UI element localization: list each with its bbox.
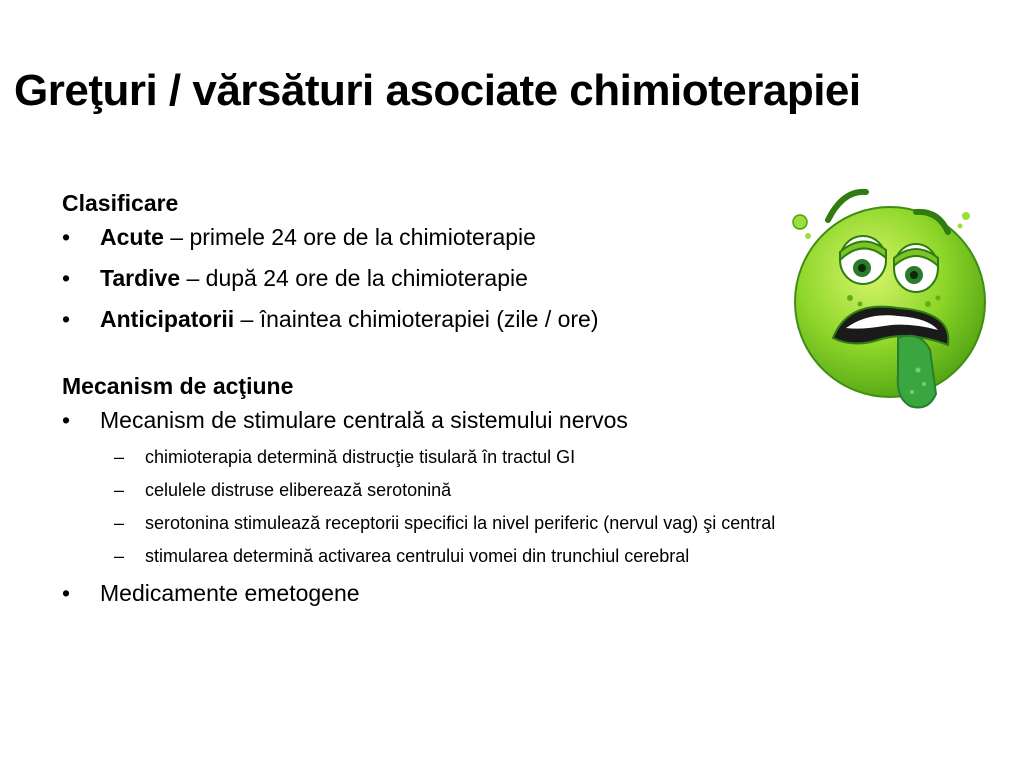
sub-item-text: chimioterapia determină distrucţie tisulară în tractul GI	[145, 447, 576, 467]
sub-item	[62, 477, 962, 510]
dash-marker: –	[114, 546, 125, 566]
bullet-text: – primele 24 ore de la chimioterapie	[163, 224, 536, 250]
sub-item-text: serotonina stimulează receptorii specifici la nivel periferic (nervul vag) şi central	[145, 513, 776, 533]
sub-item	[62, 543, 962, 576]
bullet-marker: •	[62, 265, 71, 291]
slide-title: Greţuri / vărsături asociate chimioterapiei	[14, 66, 861, 115]
bullet-term: Acute	[100, 224, 164, 250]
bullet-marker: •	[62, 580, 71, 606]
nauseated-smiley-icon	[788, 180, 988, 420]
bullet-marker: •	[62, 306, 71, 332]
dash-marker: –	[114, 447, 125, 467]
bullet-term: Anticipatorii	[100, 306, 235, 332]
bullet-item-emetogenic-drugs	[62, 576, 962, 617]
dash-marker: –	[114, 513, 125, 533]
bullet-text: Mecanism de stimulare centrală a sistemului nervos	[100, 407, 628, 433]
section-heading-mechanism: Mecanism de acţiune	[62, 373, 294, 399]
sub-item-text: celulele distruse eliberează serotonină	[145, 480, 452, 500]
section-heading-classification: Clasificare	[62, 190, 179, 216]
sub-item-text: stimularea determină activarea centrului vomei din trunchiul cerebral	[145, 546, 690, 566]
dash-marker: –	[114, 480, 125, 500]
sub-item	[62, 444, 962, 477]
sub-item	[62, 510, 962, 543]
bullet-marker: •	[62, 407, 71, 433]
bullet-text: – după 24 ore de la chimioterapie	[180, 265, 528, 291]
bullet-text: Medicamente emetogene	[100, 580, 360, 606]
bullet-term: Tardive	[100, 265, 181, 291]
bullet-marker: •	[62, 224, 71, 250]
bullet-text: – înaintea chimioterapiei (zile / ore)	[234, 306, 599, 332]
